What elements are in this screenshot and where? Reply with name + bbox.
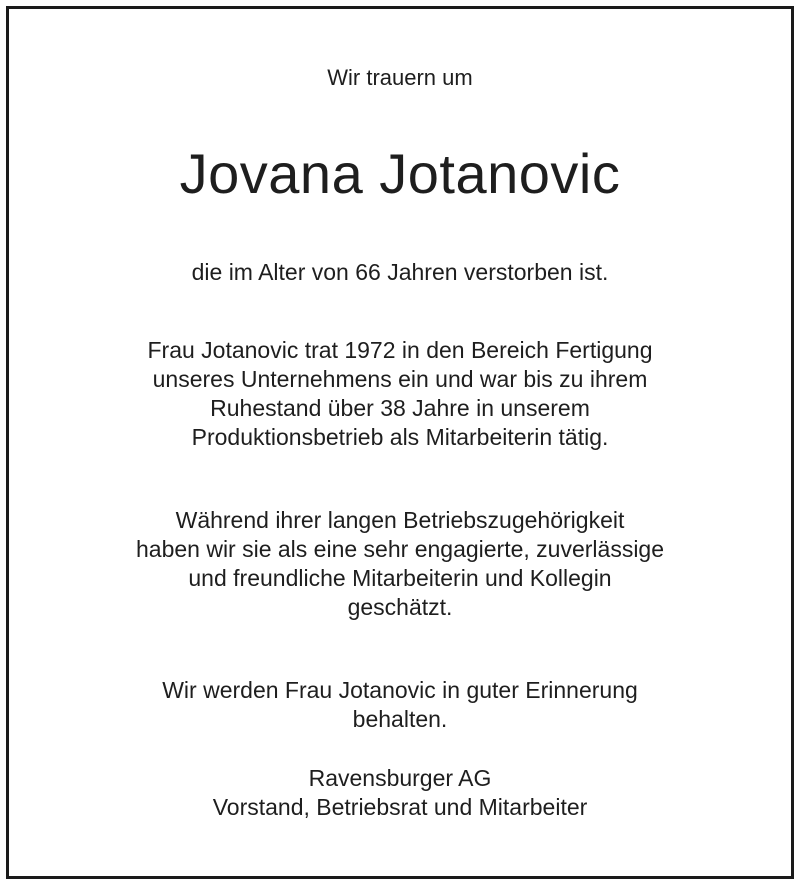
signature-block [0,764,800,822]
paragraph-line: Wir werden Frau Jotanovic in guter Erinnerung [162,677,638,703]
employment-paragraph [0,336,800,452]
appreciation-paragraph [0,506,800,622]
intro-text: Wir trauern um [327,65,473,90]
paragraph-line: unseres Unternehmens ein und war bis zu ihrem [152,366,648,392]
remembrance-paragraph [0,676,800,734]
paragraph-line: Produktionsbetrieb als Mitarbeiterin tätig. [191,424,609,450]
organization-name: Ravensburger AG [308,765,492,791]
paragraph-line: Während ihrer langen Betriebszugehörigkeit [175,507,625,533]
paragraph-line: behalten. [352,706,448,732]
paragraph-line: Ruhestand über 38 Jahre in unserem [210,395,590,421]
paragraph-line: Frau Jotanovic trat 1972 in den Bereich Fertigung [147,337,653,363]
age-line: die im Alter von 66 Jahren verstorben ist. [191,259,609,285]
paragraph-line: und freundliche Mitarbeiterin und Kollegin [188,565,612,591]
deceased-name: Jovana Jotanovic [179,142,621,205]
paragraph-line: geschätzt. [347,594,453,620]
signatories: Vorstand, Betriebsrat und Mitarbeiter [212,794,588,820]
paragraph-line: haben wir sie als eine sehr engagierte, zuverlässige [135,536,665,562]
